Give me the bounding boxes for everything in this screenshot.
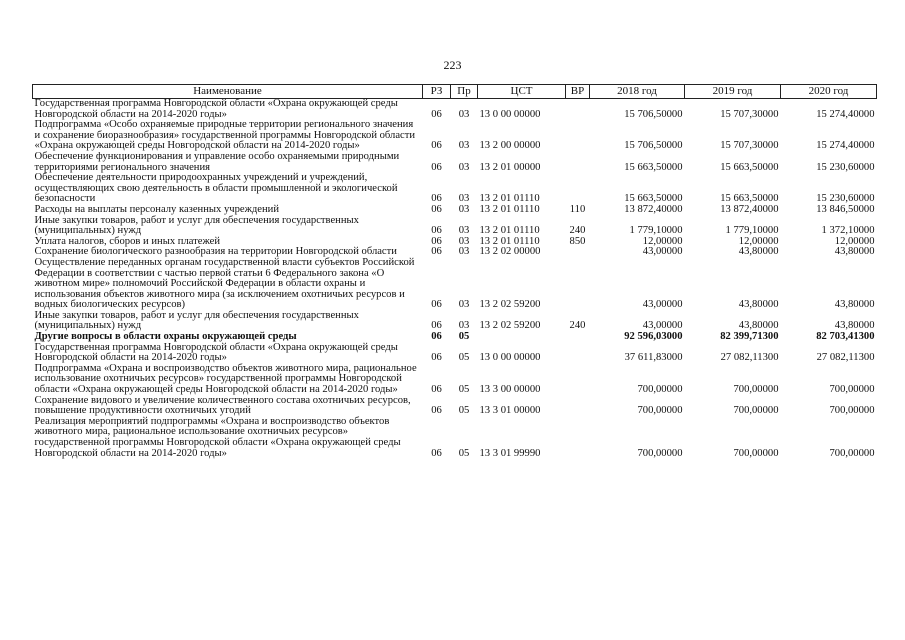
cell-2020: 43,80000 xyxy=(834,299,875,311)
cell-2018: 15 706,50000 xyxy=(624,108,683,120)
cell-2019: 43,80000 xyxy=(738,299,779,311)
table-row xyxy=(33,364,877,396)
table-row xyxy=(33,216,877,237)
cell-name: Обеспечение деятельности природоохранных учреждений и учреждений, осуществляющих свою деятельность в области промышленной и экологической безопасности xyxy=(34,172,398,205)
budget-table xyxy=(32,84,877,459)
cell-cst: 13 2 01 01110 xyxy=(479,225,540,237)
header-name: Наименование xyxy=(33,85,423,99)
cell-cst: 13 2 02 00000 xyxy=(479,246,541,258)
cell-pr: 03 xyxy=(458,140,470,152)
cell-2020: 15 274,40000 xyxy=(816,108,875,120)
cell-rz: 06 xyxy=(431,352,442,364)
cell-vr xyxy=(566,173,590,205)
cell-rz: 06 xyxy=(431,140,442,152)
header-cst: ЦСТ xyxy=(478,85,566,99)
table-header-row xyxy=(33,85,877,99)
cell-cst: 13 3 01 99990 xyxy=(479,447,541,459)
table-row xyxy=(33,120,877,152)
cell-name: Иные закупки товаров, работ и услуг для обеспечения государственных (муниципальных) нужд xyxy=(34,214,359,237)
cell-2018: 15 663,50000 xyxy=(624,193,683,205)
table-row xyxy=(33,205,877,216)
cell-2019: 1 779,10000 xyxy=(725,225,779,237)
cell-cst: 13 0 00 00000 xyxy=(479,108,541,120)
cell-pr: 03 xyxy=(458,320,470,332)
cell-2018: 700,00000 xyxy=(637,405,683,417)
cell-name: Другие вопросы в области охраны окружающей среды xyxy=(34,331,297,343)
cell-2018: 15 663,50000 xyxy=(624,161,683,173)
cell-rz: 06 xyxy=(431,193,442,205)
cell-vr: 110 xyxy=(569,203,586,215)
cell-2018: 700,00000 xyxy=(637,447,683,459)
cell-pr: 05 xyxy=(458,331,470,343)
cell-vr xyxy=(566,417,590,459)
cell-2018: 15 706,50000 xyxy=(624,140,683,152)
cell-cst xyxy=(478,332,566,343)
cell-pr: 03 xyxy=(458,193,470,205)
cell-2020: 13 846,50000 xyxy=(816,203,875,215)
cell-2020: 700,00000 xyxy=(829,384,875,396)
cell-vr xyxy=(566,99,590,121)
cell-name: Государственная программа Новгородской области «Охрана окружающей среды Новгородской области на 2014-2020 годы» xyxy=(34,98,398,120)
cell-rz: 06 xyxy=(431,108,442,120)
cell-vr xyxy=(566,396,590,417)
cell-2020: 15 230,60000 xyxy=(816,161,875,173)
cell-cst: 13 2 02 59200 xyxy=(479,320,541,332)
cell-pr: 03 xyxy=(458,246,470,258)
cell-2018: 92 596,03000 xyxy=(624,331,683,343)
cell-2019: 15 663,50000 xyxy=(720,161,779,173)
cell-cst: 13 3 01 00000 xyxy=(479,405,541,417)
cell-name: Осуществление переданных органам государственной власти субъектов Российской Федерации в соответствии с частью первой статьи 6 Федерального закона «О животном мире» полномочий Российской Федерации в области охраны и использования объектов животного мира (за исключением охотничьих ресурсов и водных биологических ресурсов) xyxy=(34,256,415,311)
table-body xyxy=(33,99,877,460)
header-rz: РЗ xyxy=(423,85,451,99)
cell-rz: 06 xyxy=(431,161,442,173)
cell-vr xyxy=(566,343,590,364)
cell-2019: 700,00000 xyxy=(733,384,779,396)
cell-pr: 03 xyxy=(458,108,470,120)
cell-2020: 12,00000 xyxy=(834,235,875,247)
cell-cst: 13 2 00 00000 xyxy=(479,140,541,152)
table-row xyxy=(33,417,877,459)
cell-pr: 05 xyxy=(458,447,470,459)
cell-vr xyxy=(566,120,590,152)
cell-cst: 13 2 01 00000 xyxy=(479,161,541,173)
cell-2019: 15 663,50000 xyxy=(720,193,779,205)
cell-cst: 13 2 02 59200 xyxy=(479,299,541,311)
cell-2018: 1 779,10000 xyxy=(629,225,683,237)
cell-2020: 15 274,40000 xyxy=(816,140,875,152)
cell-pr: 03 xyxy=(458,225,470,237)
cell-rz: 06 xyxy=(431,320,442,332)
header-vr: ВР xyxy=(566,85,590,99)
table-row xyxy=(33,311,877,332)
table-row xyxy=(33,99,877,121)
cell-name: Реализация мероприятий подпрограммы «Охрана и воспроизводство объектов животного мира, рациональное использование охотничьих ресурсов» государственной программы Новгородской области «Охрана окружающей среды Новгородской области на 2014-2020 годы» xyxy=(34,415,401,459)
cell-2018: 700,00000 xyxy=(637,384,683,396)
cell-2018: 43,00000 xyxy=(642,320,683,332)
header-2020: 2020 год xyxy=(781,85,877,99)
table-row xyxy=(33,343,877,364)
cell-vr xyxy=(566,152,590,173)
cell-vr: 850 xyxy=(569,235,586,247)
cell-2018: 13 872,40000 xyxy=(624,203,683,215)
cell-vr xyxy=(566,258,590,311)
cell-2019: 82 399,71300 xyxy=(720,331,779,343)
cell-name: Расходы на выплаты персоналу казенных учреждений xyxy=(34,203,279,215)
cell-cst: 13 2 01 01110 xyxy=(479,203,540,215)
cell-name: Обеспечение функционирования и управление особо охраняемыми природными территориями регионального значения xyxy=(34,150,400,173)
cell-pr: 03 xyxy=(458,235,470,247)
cell-cst: 13 0 00 00000 xyxy=(479,352,541,364)
cell-rz: 06 xyxy=(431,203,442,215)
cell-2019: 43,80000 xyxy=(738,320,779,332)
cell-pr: 05 xyxy=(458,352,470,364)
cell-2020: 700,00000 xyxy=(829,447,875,459)
cell-2019: 43,80000 xyxy=(738,246,779,258)
table-row xyxy=(33,258,877,311)
cell-2020: 15 230,60000 xyxy=(816,193,875,205)
header-2018: 2018 год xyxy=(590,85,685,99)
cell-name: Подпрограмма «Охрана и воспроизводство объектов животного мира, рациональное использование охотничьих ресурсов» государственной программы Новгородской области «Охрана окружающей среды Новгородской области на 2014-2020 годы» xyxy=(34,362,417,396)
cell-vr xyxy=(566,364,590,396)
cell-name: Подпрограмма «Особо охраняемые природные территории регионального значения и сохранение биоразнообразия» государственной программы Новгородской области «Охрана окружающей среды Новгородской области на 2014-2020 годы» xyxy=(34,119,416,152)
cell-pr: 03 xyxy=(458,203,470,215)
cell-2020: 27 082,11300 xyxy=(816,352,875,364)
cell-2019: 15 707,30000 xyxy=(720,108,779,120)
cell-2020: 82 703,41300 xyxy=(816,331,875,343)
cell-2019: 13 872,40000 xyxy=(720,203,779,215)
cell-cst: 13 3 00 00000 xyxy=(479,384,541,396)
table-row xyxy=(33,396,877,417)
header-pr: Пр xyxy=(451,85,478,99)
cell-2020: 700,00000 xyxy=(829,405,875,417)
page-number: 223 xyxy=(443,58,462,72)
cell-rz: 06 xyxy=(431,447,442,459)
cell-vr xyxy=(566,247,590,258)
cell-rz: 06 xyxy=(431,235,442,247)
cell-2019: 15 707,30000 xyxy=(720,140,779,152)
cell-2018: 37 611,83000 xyxy=(624,352,683,364)
cell-rz: 06 xyxy=(431,405,442,417)
cell-2018: 12,00000 xyxy=(642,235,683,247)
cell-vr xyxy=(566,332,590,343)
cell-vr: 240 xyxy=(569,320,586,332)
cell-2020: 1 372,10000 xyxy=(821,225,875,237)
cell-name: Иные закупки товаров, работ и услуг для обеспечения государственных (муниципальных) нужд xyxy=(34,309,359,332)
cell-pr: 05 xyxy=(458,384,470,396)
cell-name: Сохранение биологического разнообразия на территории Новгородской области xyxy=(34,246,397,258)
cell-vr: 240 xyxy=(569,225,586,237)
cell-2019: 700,00000 xyxy=(733,405,779,417)
cell-2018: 43,00000 xyxy=(642,299,683,311)
cell-pr: 03 xyxy=(458,299,470,311)
cell-2019: 27 082,11300 xyxy=(720,352,779,364)
cell-2019: 700,00000 xyxy=(733,447,779,459)
table-row xyxy=(33,152,877,173)
header-2019: 2019 год xyxy=(685,85,781,99)
cell-2019: 12,00000 xyxy=(738,235,779,247)
cell-rz: 06 xyxy=(431,246,442,258)
cell-pr: 05 xyxy=(458,405,470,417)
table-row xyxy=(33,173,877,205)
cell-rz: 06 xyxy=(431,299,442,311)
cell-name: Сохранение видового и увеличение количественного состава охотничьих ресурсов, повышение продуктивности охотничьих угодий xyxy=(34,394,411,417)
cell-name: Государственная программа Новгородской области «Охрана окружающей среды Новгородской области на 2014-2020 годы» xyxy=(34,341,398,364)
cell-cst: 13 2 01 01110 xyxy=(479,193,540,205)
cell-name: Уплата налогов, сборов и иных платежей xyxy=(34,235,221,247)
cell-rz: 06 xyxy=(431,331,442,343)
cell-2020: 43,80000 xyxy=(834,246,875,258)
cell-2018: 43,00000 xyxy=(642,246,683,258)
cell-rz: 06 xyxy=(431,384,442,396)
cell-pr: 03 xyxy=(458,161,470,173)
cell-cst: 13 2 01 01110 xyxy=(479,235,540,247)
cell-rz: 06 xyxy=(431,225,442,237)
cell-2020: 43,80000 xyxy=(834,320,875,332)
